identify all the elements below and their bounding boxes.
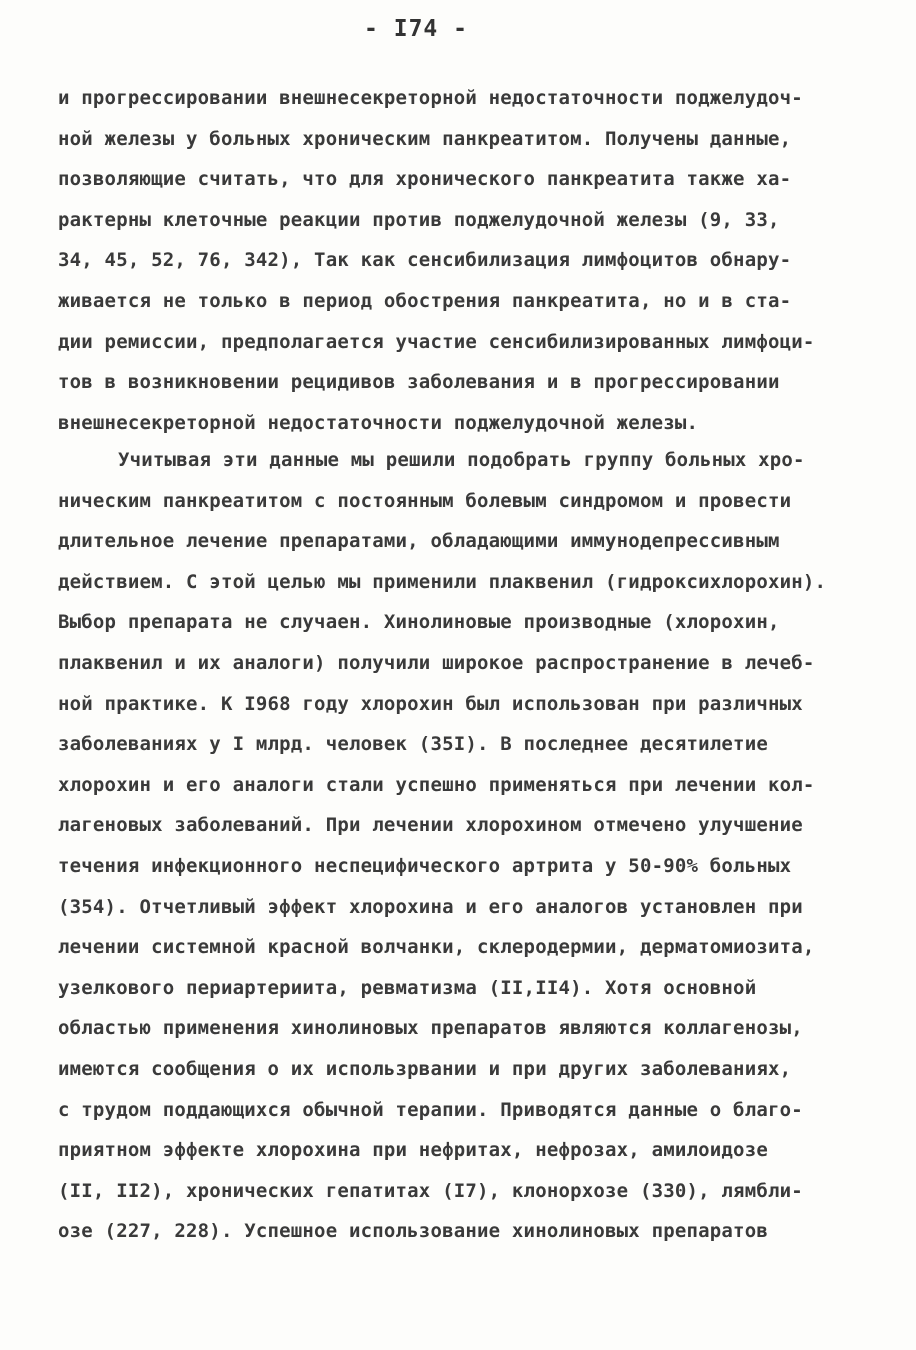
text-line: имеются сообщения о их использрвании и при других заболеваниях, bbox=[58, 1057, 792, 1080]
paragraph-1 bbox=[58, 78, 858, 443]
text-line: с трудом поддающихся обычной терапии. Приводятся данные о благо- bbox=[58, 1098, 803, 1121]
text-line: (II, II2), хронических гепатитах (I7), клонорхозе (330), лямбли- bbox=[58, 1179, 803, 1202]
text-line: и прогрессировании внешнесекреторной недостаточности поджелудоч- bbox=[58, 87, 803, 109]
text-line: живается не только в период обострения панкреатита, но и в ста- bbox=[58, 289, 792, 312]
text-line: действием. С этой целью мы применили плаквенил (гидроксихлорохин). bbox=[58, 570, 827, 593]
text-line: 34, 45, 52, 76, 342), Так как сенсибилизация лимфоцитов обнару- bbox=[58, 249, 792, 272]
text-line: лагеновых заболеваний. При лечении хлорохином отмечено улучшение bbox=[58, 814, 803, 837]
page-number: - I74 - bbox=[364, 16, 468, 42]
text-line: хлорохин и его аналоги стали успешно применяться при лечении кол- bbox=[58, 773, 815, 796]
text-line: длительное лечение препаратами, обладающими иммунодепрессивным bbox=[58, 530, 780, 553]
text-line: озе (227, 228). Успешное использование хинолиновых препаратов bbox=[58, 1220, 768, 1243]
text-line: внешнесекреторной недостаточности поджелудочной железы. bbox=[58, 411, 699, 434]
text-line: дии ремиссии, предполагается участие сенсибилизированных лимфоци- bbox=[58, 330, 815, 353]
text-line: ной практике. К I968 году хлорохин был использован при различных bbox=[58, 692, 803, 715]
text-line: узелкового периартериита, ревматизма (II,II4). Хотя основной bbox=[58, 976, 757, 999]
text-line: плаквенил и их аналоги) получили широкое распространение в лечеб- bbox=[58, 651, 815, 674]
text-line: тов в возникновении рецидивов заболевания и в прогрессировании bbox=[58, 371, 780, 394]
text-line: лечении системной красной волчанки, склеродермии, дерматомиозита, bbox=[58, 936, 815, 959]
text-line: Учитывая эти данные мы решили подобрать группу больных хро- bbox=[118, 449, 805, 471]
text-line: ническим панкреатитом с постоянным болевым синдромом и провести bbox=[58, 489, 792, 512]
text-line: заболеваниях у I млрд. человек (35I). В последнее десятилетие bbox=[58, 733, 768, 756]
text-line: позволяющие считать, что для хронического панкреатита также ха- bbox=[58, 168, 792, 191]
text-line: приятном эффекте хлорохина при нефритах, нефрозах, амилоидозе bbox=[58, 1139, 768, 1162]
text-line: Выбор препарата не случаен. Хинолиновые производные (хлорохин, bbox=[58, 611, 780, 634]
text-line: ной железы у больных хроническим панкреатитом. Получены данные, bbox=[58, 127, 792, 150]
text-line: областью применения хинолиновых препаратов являются коллагенозы, bbox=[58, 1017, 803, 1040]
text-line: рактерны клеточные реакции против поджелудочной железы (9, 33, bbox=[58, 208, 780, 231]
text-line: течения инфекционного неспецифического артрита у 50-90% больных bbox=[58, 854, 792, 877]
text-line: (354). Отчетливый эффект хлорохина и его аналогов установлен при bbox=[58, 895, 803, 918]
paragraph-2 bbox=[58, 440, 858, 1252]
